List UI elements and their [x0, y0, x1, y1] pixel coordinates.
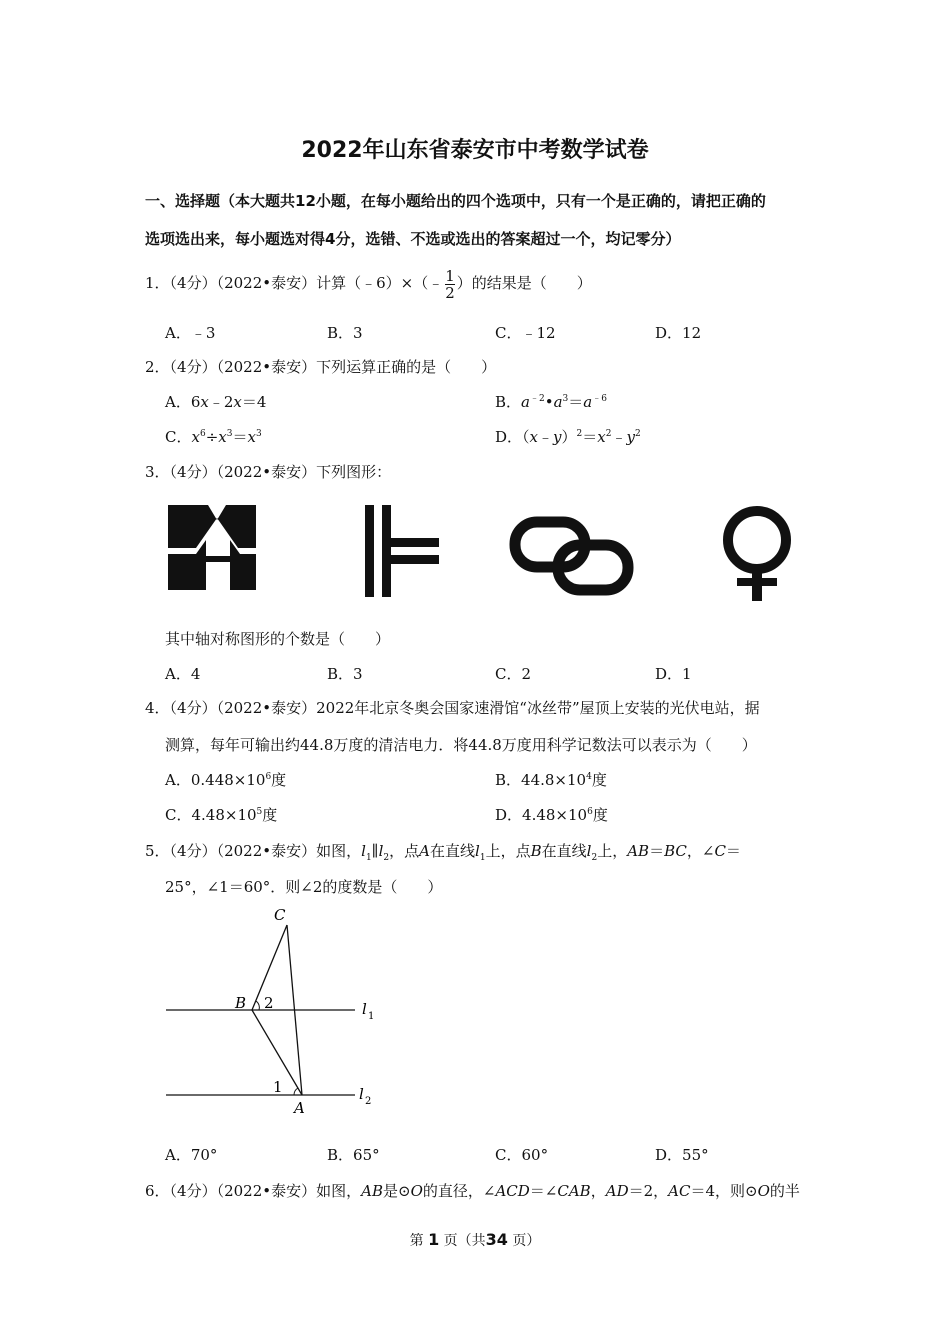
- q3-option-c: C．2: [495, 665, 532, 683]
- svg-text:2: 2: [365, 1096, 372, 1107]
- q4-option-c: C．$4.48\times 10^5$度: [165, 806, 278, 824]
- q3-option-a: A．4: [165, 665, 201, 683]
- section-heading-line2: 选项选出来，每小题选对得4分，选错、不选或选出的答案超过一个，均记零分）: [145, 230, 681, 248]
- label-c: C: [274, 906, 286, 924]
- section-heading-line1: 一、选择题（本大题共12小题，在每小题给出的四个选项中，只有一个是正确的，请把正确的: [145, 192, 766, 210]
- question-1-stem: 1．（4分）（2022•泰安）计算（﹣6）×（﹣ $\frac{1}{2}$ ）的结果是（ ）: [145, 266, 592, 302]
- q1-option-c: C．﹣12: [495, 324, 556, 342]
- label-a: A: [294, 1099, 305, 1117]
- q3-option-b: B．3: [327, 665, 363, 683]
- label-l2: l: [359, 1085, 364, 1103]
- q1-option-b: B．3: [327, 324, 363, 342]
- q3-option-d: D．1: [655, 665, 692, 683]
- angle-1-arc: [294, 1088, 298, 1095]
- question-3-question: 其中轴对称图形的个数是（ ）: [165, 630, 391, 648]
- q2-option-d: D．$(x﹣y)^2=x^2﹣y^2$: [495, 428, 641, 446]
- q3-figures: [160, 500, 820, 610]
- figure-4-venus-symbol-shape: [728, 511, 786, 601]
- q4-option-b: B．$44.8\times 10^4$度: [495, 771, 607, 789]
- label-1: 1: [273, 1078, 283, 1096]
- label-l1: l: [362, 1000, 367, 1018]
- q5-option-a: A．70°: [165, 1146, 218, 1164]
- q4-option-d: D．$4.48\times 10^6$度: [495, 806, 608, 824]
- question-6-line1: 6．（4分）（2022•泰安）如图，AB是⊙O的直径，∠ACD＝∠CAB，AD＝2，AC＝4，则⊙O的半: [145, 1182, 800, 1200]
- question-2-stem: 2．（4分）（2022•泰安）下列运算正确的是（ ）: [145, 358, 497, 376]
- label-2: 2: [264, 994, 274, 1012]
- question-4-line1: 4．（4分）（2022•泰安）2022年北京冬奥会国家速滑馆“冰丝带”屋顶上安装的光伏电站，据: [145, 699, 760, 717]
- q5-option-c: C．60°: [495, 1146, 549, 1164]
- question-4-line2: 测算，每年可输出约44.8万度的清洁电力．将44.8万度用科学记数法可以表示为（ ）: [165, 736, 757, 754]
- page-footer: 第 1 页（共34 页）: [409, 1230, 541, 1249]
- q1-option-a: A．﹣3: [165, 324, 216, 342]
- svg-text:1: 1: [368, 1011, 375, 1022]
- figure-2-bars-shape: [365, 505, 439, 597]
- figure-1-block-shape: [168, 505, 256, 590]
- q5-geometry-figure: [160, 900, 390, 1120]
- q2-option-b: B．$a^{﹣2}•a^3=a^{﹣6}$: [495, 393, 607, 411]
- question-5-line1: 5．（4分）（2022•泰安）如图，$l_1\parallel l_2$，点A在直线$l_1$上，点B在直线$l_2$上，AB＝BC，∠C＝: [145, 842, 741, 863]
- label-b: B: [235, 994, 247, 1012]
- figure-3-chain-links-shape: [515, 522, 628, 590]
- q1-option-d: D．12: [655, 324, 702, 342]
- q5-option-d: D．55°: [655, 1146, 709, 1164]
- angle-2-arc: [256, 1001, 259, 1010]
- fraction-one-half: $\frac{1}{2}$: [445, 266, 455, 302]
- q5-option-b: B．65°: [327, 1146, 380, 1164]
- question-5-line2: 25°，∠1＝60°．则∠2的度数是（ ）: [165, 878, 443, 896]
- page-number: 1: [428, 1230, 440, 1249]
- q2-option-c: C．$x^6\div x^3=x^3$: [165, 428, 262, 446]
- question-3-stem: 3．（4分）（2022•泰安）下列图形：: [145, 463, 392, 481]
- q4-option-a: A．$0.448\times 10^6$度: [165, 771, 287, 789]
- total-pages: 34: [485, 1230, 508, 1249]
- q2-option-a: A．6x﹣2x＝4: [165, 393, 267, 411]
- page-title: 2022年山东省泰安市中考数学试卷: [301, 138, 649, 163]
